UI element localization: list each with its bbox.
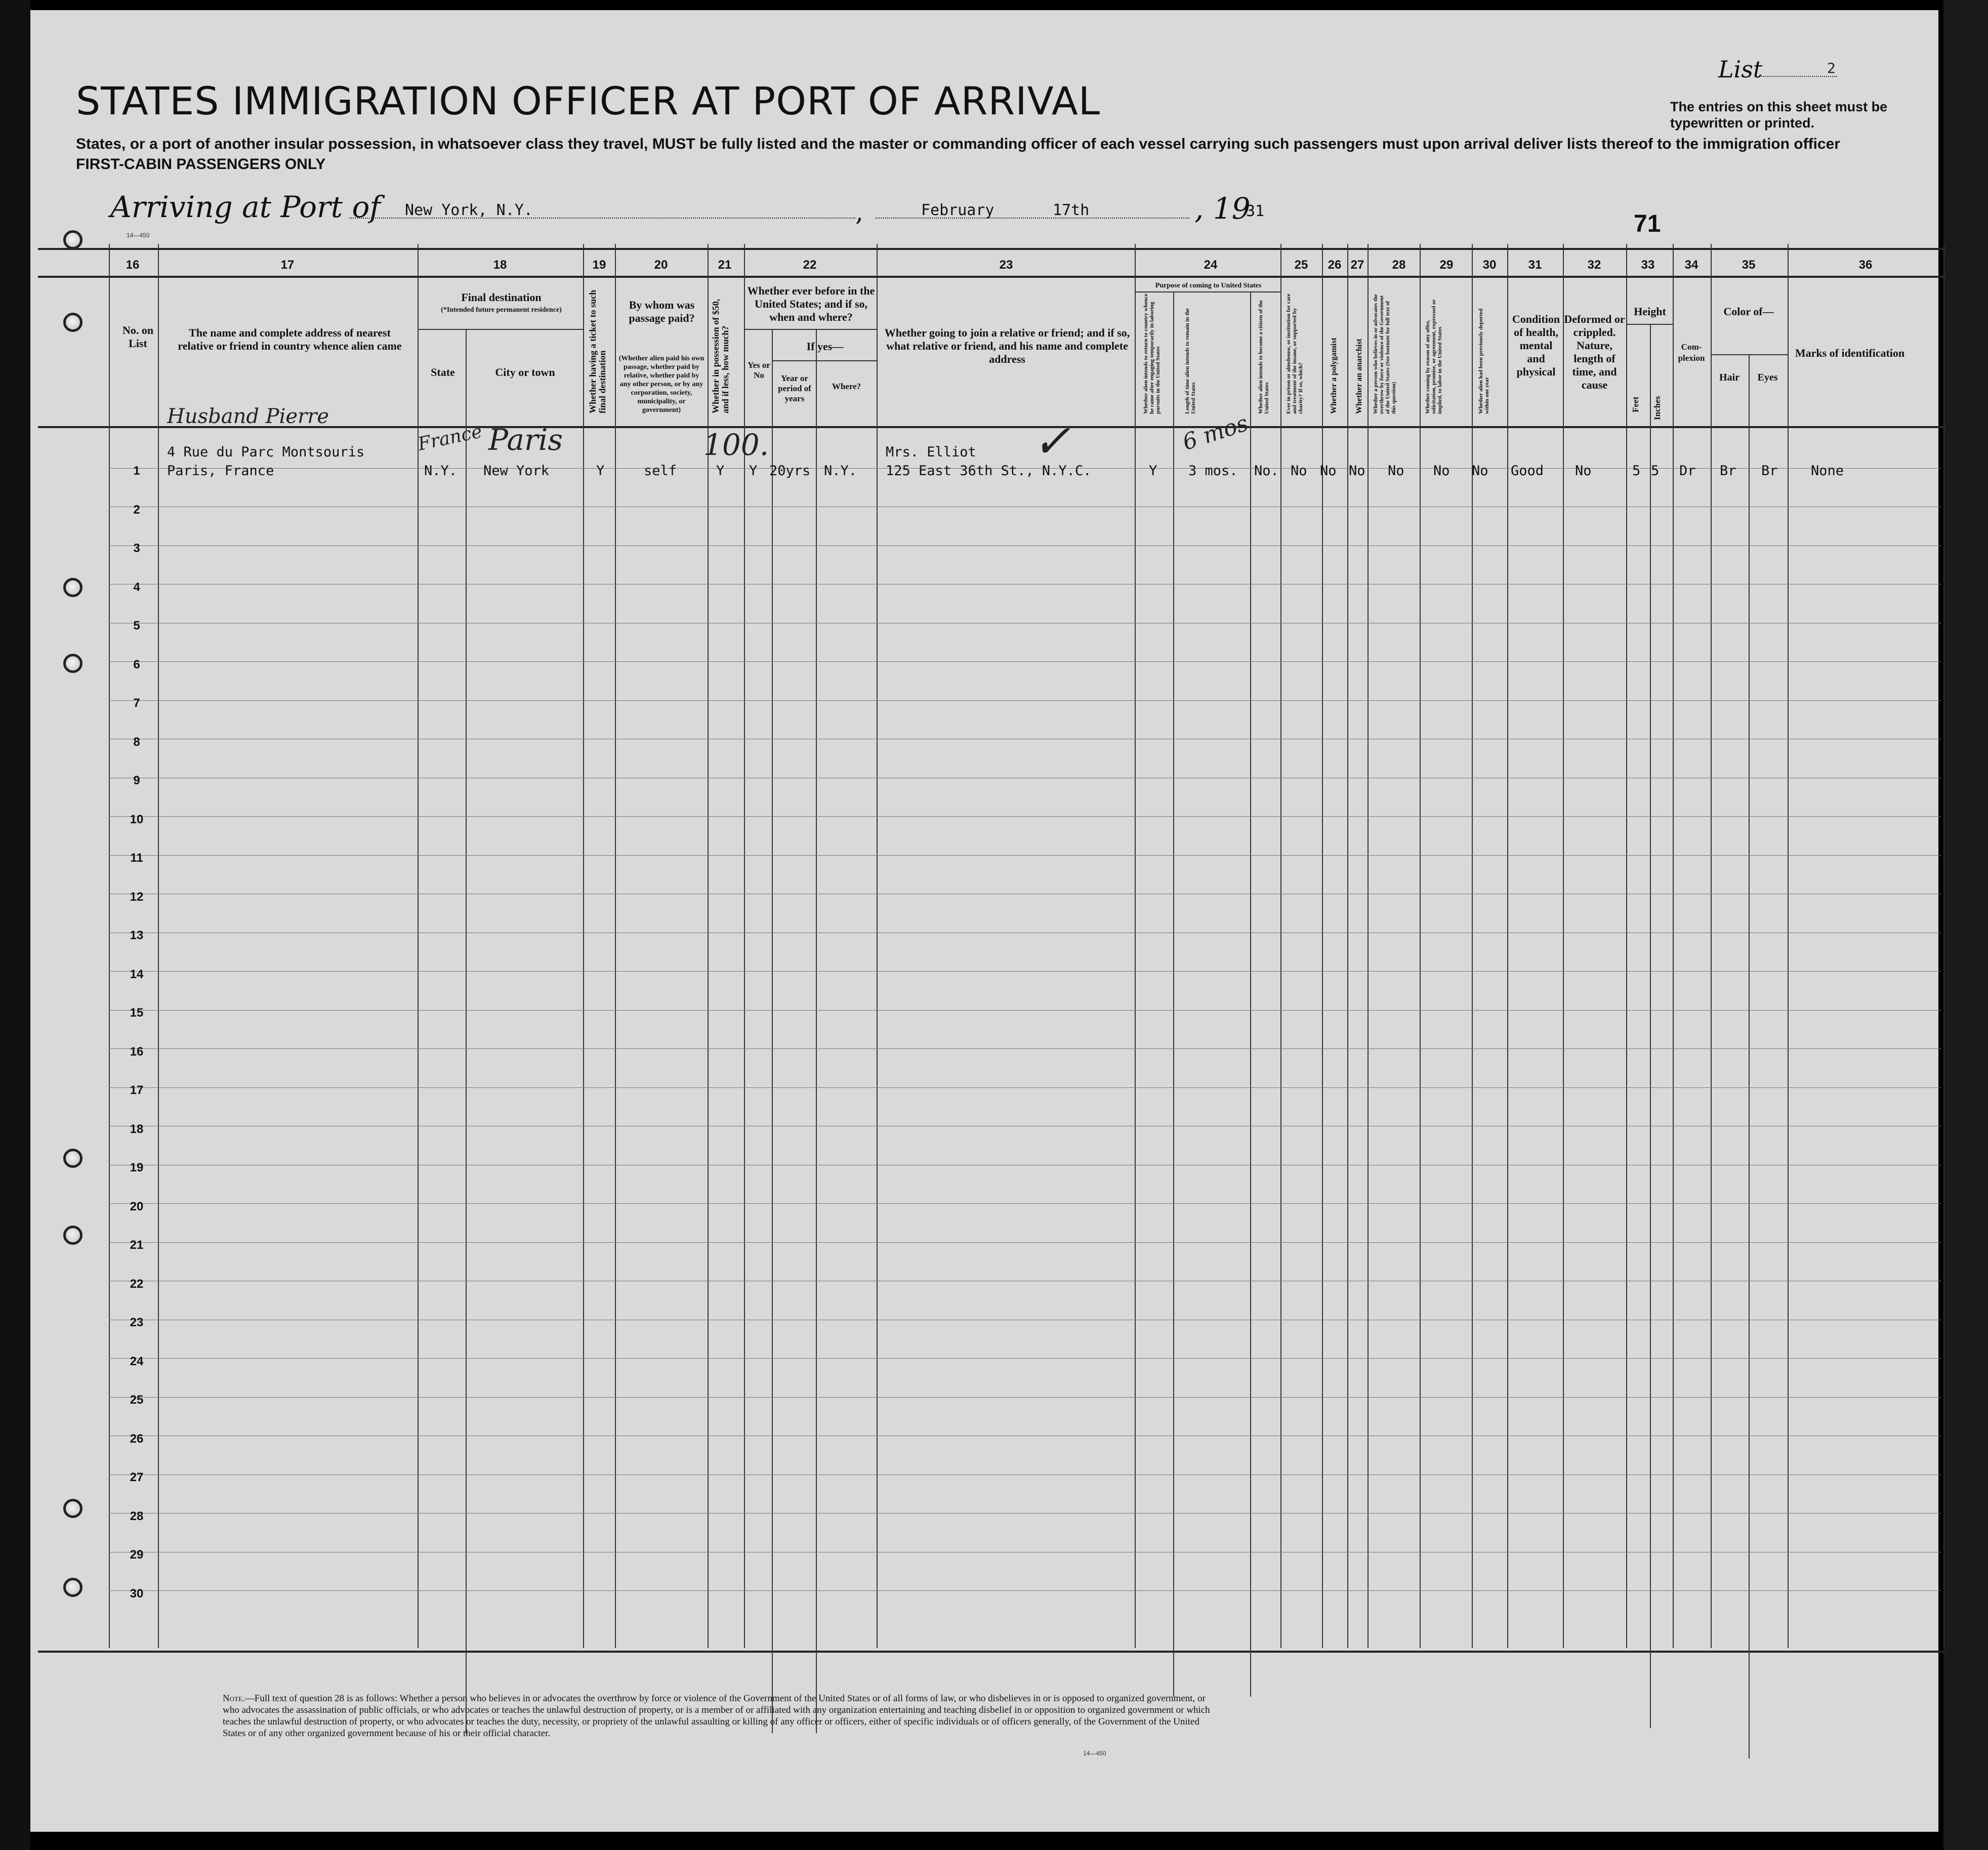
sheet-number: 71	[1634, 211, 1661, 237]
row-number: 3	[133, 541, 140, 555]
entry-marks: None	[1811, 463, 1844, 479]
header-feet: Feet	[1631, 396, 1640, 412]
entry-eyes: Br	[1761, 463, 1778, 479]
entry-paid-by: self	[644, 463, 677, 479]
column-number: 31	[1528, 258, 1542, 272]
entry-hair: Br	[1720, 463, 1736, 479]
entry-address-line1: 4 Rue du Parc Montsouris	[167, 444, 365, 460]
column-number: 22	[803, 258, 817, 272]
row-number: 13	[130, 929, 144, 942]
header-year: Year or period of years	[778, 373, 811, 403]
header-yes-no: Yes or No	[748, 360, 770, 380]
column-rule	[1563, 244, 1564, 1648]
header-paid-by: By whom was passage paid?	[629, 299, 695, 324]
row-number: 18	[130, 1122, 144, 1136]
column-rule	[1507, 244, 1508, 1648]
row-rule	[109, 1010, 1941, 1011]
row-number: 28	[130, 1509, 144, 1523]
column-rule	[1347, 244, 1348, 1648]
entry-q28: No	[1388, 463, 1404, 479]
column-rule	[1749, 354, 1750, 1758]
header-return-intent: Whether alien intends to return to country whence he came after engaging temporarily in laboring pursuits in the United States	[1143, 293, 1161, 414]
column-rule	[1173, 292, 1174, 1697]
check-mark-icon: ✓	[1032, 415, 1071, 468]
header-marks: Marks of identification	[1795, 347, 1905, 359]
header-color-of: Color of—	[1723, 305, 1774, 318]
row-number: 11	[130, 851, 143, 865]
column-rule	[1711, 244, 1712, 1648]
column-number: 27	[1350, 258, 1364, 272]
column-number: 30	[1482, 258, 1497, 272]
year-suffix: 31	[1246, 202, 1265, 220]
row-rule	[109, 855, 1941, 856]
row-rule	[109, 545, 1941, 546]
handwritten-length: 6 mos	[1179, 410, 1252, 456]
column-number: 26	[1328, 258, 1342, 272]
day-value: 17th	[1053, 201, 1090, 219]
column-number: 35	[1742, 258, 1756, 272]
footnote-text: —Full text of question 28 is as follows: Whether a person who believes in or advocates the overthrow by force or violence of the Government of the United States or of all forms of law, or who disbelieves in or is opposed to organized government, or who advocates the assassination of public officials, or who advocates or teaches the unlawful destruction of property, or is a member of or affiliated with any organization entertaining and teaching disbelief in or opposition to organized government or which teaches the unlawful destruction of property, or who advocates or teaches the duty, necessity, or propriety of the unlawful assaulting or killing of any officer or officers, either of specific individuals or of officers generally, of the Government of the United States or of any other organized government because of his or their official character.	[223, 1693, 1210, 1739]
row-number: 15	[130, 1006, 144, 1020]
row-number: 6	[133, 657, 140, 671]
header-complexion: Com- plexion	[1678, 342, 1705, 363]
column-number: 17	[280, 258, 295, 272]
column-number: 20	[654, 258, 668, 272]
entries-note: The entries on this sheet must be typewritten or printed.	[1670, 99, 1888, 131]
comma: ,	[855, 197, 863, 227]
row-number: 23	[130, 1316, 144, 1329]
column-rule	[1280, 244, 1281, 1648]
entry-return-intent: Y	[1149, 463, 1157, 479]
subheader-rule	[744, 329, 877, 330]
row-number: 20	[130, 1199, 144, 1213]
column-number: 18	[493, 258, 507, 272]
header-eyes: Eyes	[1757, 372, 1778, 383]
row-number: 27	[130, 1470, 144, 1484]
column-rule	[1788, 244, 1789, 1648]
list-label: List	[1718, 56, 1763, 83]
row-rule	[109, 1397, 1941, 1398]
column-rule	[1368, 244, 1369, 1648]
entry-citizen: No.	[1254, 463, 1279, 479]
entry-complexion: Dr	[1679, 463, 1696, 479]
header-final-destination-note: (*Intended future permanent residence)	[441, 306, 562, 314]
entry-anarchist: No	[1349, 463, 1365, 479]
footnote-label: Note.	[223, 1693, 245, 1704]
header-ever-before: Whether ever before in the United States; and if so, when and where?	[747, 284, 875, 323]
column-number: 16	[126, 258, 140, 272]
row-number: 17	[130, 1083, 144, 1097]
header-paid-by-note: (Whether alien paid his own passage, whether paid by relative, whether paid by any other person, or by any corporation, society, municipality, or government)	[618, 355, 705, 414]
subheader-rule	[1711, 354, 1788, 355]
row-number: 25	[130, 1393, 144, 1407]
header-q28: Whether a person who believes in or advocates the overthrow by force or violence of the Government of the United States (See footnote for full text of this question)	[1373, 294, 1397, 414]
column-rule	[1626, 244, 1627, 1648]
header-state: State	[431, 366, 455, 379]
form-title: STATES IMMIGRATION OFFICER AT PORT OF ARRIVAL	[76, 78, 1101, 123]
subheader-rule	[418, 329, 583, 330]
row-number: 4	[133, 580, 140, 594]
entry-ticket: Y	[596, 463, 605, 479]
entry-state: N.Y.	[424, 463, 458, 479]
entry-years: 20yrs	[769, 463, 811, 479]
handwritten-relative: Husband Pierre	[167, 405, 329, 428]
row-number: 10	[130, 812, 144, 826]
header-col17: The name and complete address of nearest relative or friend in country whence alien came	[178, 326, 402, 352]
column-rule	[615, 244, 616, 1648]
entry-prison: No	[1291, 463, 1307, 479]
header-deformed: Deformed or crippled. Nature, length of time, and cause	[1564, 313, 1625, 391]
entry-length: 3 mos.	[1188, 463, 1238, 479]
column-rule	[158, 244, 159, 1648]
entry-join-line2: 125 East 36th St., N.Y.C.	[886, 463, 1092, 479]
handwritten-country: France	[416, 421, 484, 455]
row-number: 19	[130, 1161, 144, 1174]
row-rule	[109, 816, 1941, 817]
column-number: 36	[1858, 258, 1873, 272]
row-number: 30	[130, 1586, 144, 1601]
entry-deformed: No	[1575, 463, 1592, 479]
row-rule	[109, 1048, 1941, 1049]
column-rule	[1420, 244, 1421, 1648]
entry-feet: 5	[1632, 463, 1641, 479]
column-number: 21	[718, 258, 732, 272]
row-number: 16	[130, 1044, 144, 1059]
entry-ever-before: Y	[749, 463, 758, 479]
row-rule	[109, 1242, 1941, 1243]
column-rule	[418, 244, 419, 1648]
row-number: 8	[133, 735, 140, 749]
column-number: 25	[1294, 258, 1308, 272]
row-number: 1	[133, 464, 140, 478]
row-number: 21	[130, 1238, 144, 1252]
entry-where: N.Y.	[824, 463, 857, 479]
column-rule	[772, 329, 773, 1733]
entry-deported: No	[1472, 463, 1488, 479]
column-rule	[1250, 292, 1251, 1697]
subheader-rule	[1626, 324, 1673, 325]
header-ticket: Whether having a ticket to such final destination	[588, 289, 607, 413]
column-rule	[109, 244, 110, 1648]
handwritten-city: Paris	[488, 423, 563, 457]
footnote	[223, 1693, 1215, 1739]
row-rule	[109, 661, 1941, 662]
header-city: City or town	[495, 366, 555, 379]
row-number: 2	[133, 502, 140, 517]
row-rule	[109, 700, 1941, 701]
row-rule	[109, 1087, 1941, 1088]
header-prison: Ever in prison or almshouse, or institution for care and treatment of the insane, or supported by charity? If so, which?	[1286, 293, 1304, 414]
column-number-rule	[38, 276, 1946, 278]
form-code: 14—450	[127, 232, 150, 239]
grid-bottom-rule	[38, 1651, 1946, 1653]
row-number: 26	[130, 1432, 144, 1446]
entry-polygamist: No	[1320, 463, 1337, 479]
header-purpose: Purpose of coming to United States	[1155, 282, 1262, 289]
handwritten-money: 100.	[703, 428, 769, 462]
column-rule	[816, 329, 817, 1733]
row-rule	[109, 1358, 1941, 1359]
header-anarchist: Whether an anarchist	[1355, 339, 1363, 414]
row-rule	[109, 971, 1941, 972]
header-q29: Whether coming by reason of any offer, solicitation, promise, or agreement, expressed or implied, to labor in the United States	[1425, 299, 1443, 414]
entry-q29: No	[1433, 463, 1450, 479]
header-where: Where?	[832, 382, 861, 391]
row-number: 22	[130, 1277, 144, 1291]
header-inches: Inches	[1652, 396, 1662, 420]
header-if-yes: If yes—	[806, 340, 844, 353]
entry-money: Y	[716, 463, 725, 479]
column-rule	[1673, 244, 1674, 1648]
row-number: 24	[130, 1354, 144, 1368]
port-value: New York, N.Y.	[405, 201, 533, 219]
header-length-stay: Length of time alien intends to remain in the United States	[1184, 308, 1196, 414]
entry-city: New York	[483, 463, 550, 479]
entry-join-line1: Mrs. Elliot	[886, 444, 976, 460]
column-number: 24	[1204, 258, 1218, 272]
column-rule	[1135, 244, 1136, 1648]
month-value: February	[921, 201, 995, 219]
header-final-destination: Final destination	[461, 291, 542, 304]
row-number: 14	[130, 967, 144, 981]
row-rule	[109, 1203, 1941, 1204]
column-rule	[466, 330, 467, 1734]
arriving-label: Arriving at Port of	[110, 190, 381, 224]
form-instruction: States, or a port of another insular possession, in whatsoever class they travel, MUST be fully listed and the master or commanding officer of each vessel carrying such passengers must upon arrival deliver lists thereof to the immigration officer	[76, 136, 1840, 152]
row-number: 12	[130, 890, 144, 904]
subheader-rule	[772, 360, 877, 361]
column-number: 32	[1587, 258, 1601, 272]
column-number: 28	[1392, 258, 1406, 272]
row-number: 29	[130, 1548, 144, 1562]
column-number: 34	[1684, 258, 1699, 272]
header-height: Height	[1634, 305, 1666, 318]
header-join-relative: Whether going to join a relative or friend; and if so, what relative or friend, and his name and complete address	[884, 326, 1130, 365]
column-rule	[1650, 324, 1651, 1728]
header-hair: Hair	[1719, 372, 1740, 383]
row-number: 9	[133, 774, 140, 787]
header-polygamist: Whether a polygamist	[1330, 338, 1338, 414]
column-number: 29	[1439, 258, 1454, 272]
column-rule	[877, 244, 878, 1648]
list-number: 2	[1827, 60, 1836, 76]
row-rule	[109, 1590, 1941, 1591]
row-number: 7	[133, 696, 140, 710]
column-number: 33	[1641, 258, 1655, 272]
header-health: Condition of health, mental and physical	[1512, 313, 1560, 378]
header-money: Whether in possession of $50, and if less, how much?	[711, 299, 730, 413]
column-rule	[583, 244, 584, 1648]
row-number: 5	[133, 619, 140, 633]
header-citizen: Whether alien intends to become a citizen of the United States	[1258, 300, 1270, 414]
column-rule	[1472, 244, 1473, 1648]
column-number: 23	[999, 258, 1013, 272]
entry-health: Good	[1511, 463, 1544, 479]
header-deported: Whether alien had been previously deported within one year	[1478, 308, 1490, 414]
entry-inches: 5	[1651, 463, 1660, 479]
header-no-on-list: No. on List	[122, 324, 154, 350]
year-prefix: , 19	[1194, 191, 1251, 226]
footnote-code: 14—450	[1083, 1750, 1106, 1757]
grid-top-rule	[38, 248, 1946, 250]
column-rule	[1943, 244, 1944, 1648]
class-note: FIRST-CABIN PASSENGERS ONLY	[76, 156, 326, 173]
entry-address-line2: Paris, France	[167, 463, 274, 479]
column-number: 19	[592, 258, 606, 272]
column-rule	[1322, 244, 1323, 1648]
